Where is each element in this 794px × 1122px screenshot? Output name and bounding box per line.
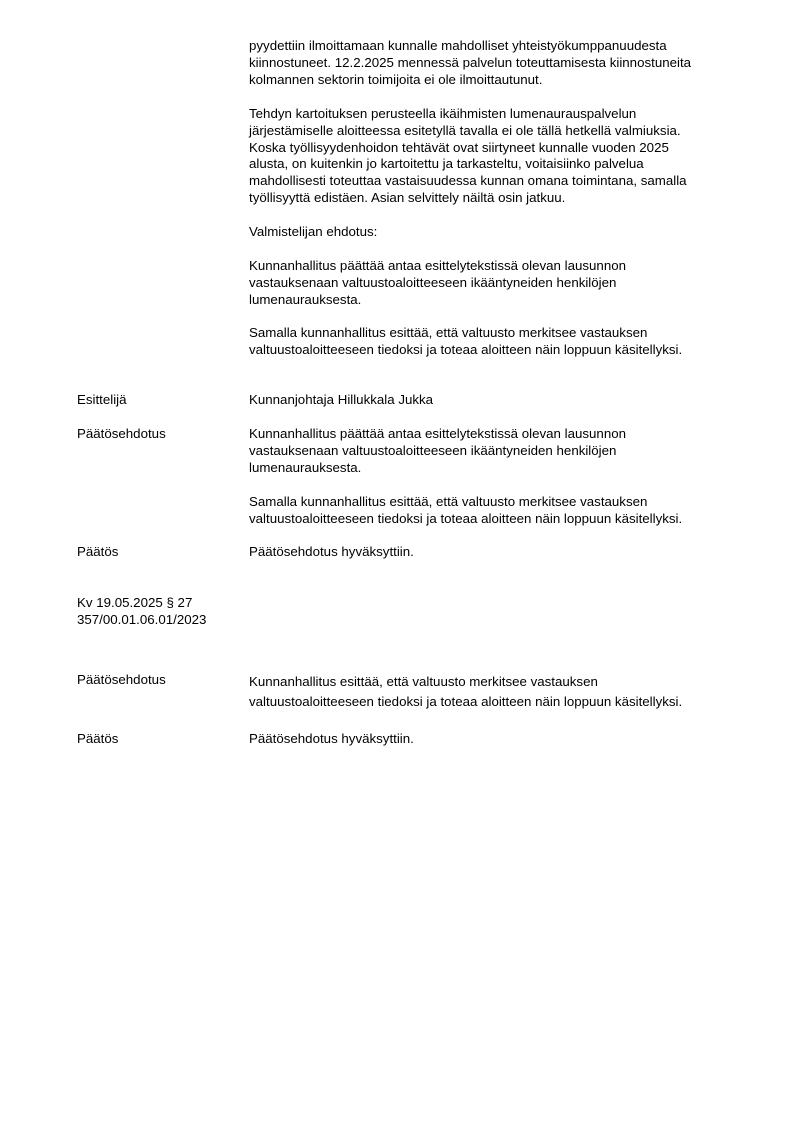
- presenter-label: Esittelijä: [77, 392, 127, 407]
- decision-value: Päätösehdotus hyväksyttiin.: [249, 544, 414, 559]
- intro-paragraph-2: [249, 106, 749, 207]
- text-line: Koska työllisyydenhoidon tehtävät ovat siirtyneet kunnalle vuoden 2025: [249, 139, 669, 155]
- text-line: lumenaurauksesta.: [249, 291, 362, 307]
- intro-paragraph-4: [249, 258, 749, 308]
- decision-proposal-paragraph-2: [249, 494, 749, 528]
- text-line: Tehdyn kartoituksen perusteella ikäihmisten lumenaurauspalvelun: [249, 106, 637, 121]
- decision-label: Päätös: [77, 731, 119, 746]
- decision-value: Päätösehdotus hyväksyttiin.: [249, 731, 414, 746]
- decision-label: Päätös: [77, 544, 119, 559]
- presenter-value: Kunnanjohtaja Hillukkala Jukka: [249, 392, 434, 407]
- text-line: kolmannen sektorin toimijoita ei ole ilmoittautunut.: [249, 71, 543, 87]
- text-line: Kunnanhallitus päättää antaa esittelytekstissä olevan lausunnon: [249, 258, 627, 273]
- decision-proposal-label: Päätösehdotus: [77, 672, 166, 687]
- text-line: alusta, on kuitenkin jo kartoitettu ja tarkasteltu, voitaisiinko palvelua: [249, 156, 644, 172]
- preparer-proposal-heading: [249, 224, 749, 241]
- text-line: kiinnostuneet. 12.2.2025 mennessä palvelun toteuttamisesta kiinnostuneita: [249, 54, 692, 70]
- text-line: työllisyyttä edistäen. Asian selvittely näiltä osin jatkuu.: [249, 189, 566, 205]
- intro-paragraph-5: [249, 325, 749, 359]
- text-line: Kunnanhallitus esittää, että valtuusto merkitsee vastauksen: [249, 674, 598, 689]
- intro-paragraph-1: [249, 38, 749, 88]
- text-line: valtuustoaloitteeseen tiedoksi ja toteaa aloitteen näin loppuun käsitellyksi.: [249, 510, 683, 526]
- text-line: Samalla kunnanhallitus esittää, että valtuusto merkitsee vastauksen: [249, 494, 648, 509]
- decision-proposal-label: Päätösehdotus: [77, 426, 166, 441]
- decision-proposal-paragraph-1: [249, 426, 749, 476]
- case-number: 357/00.01.06.01/2023: [77, 611, 207, 627]
- meeting-reference: Kv 19.05.2025 § 27: [77, 595, 193, 610]
- text-line: pyydettiin ilmoittamaan kunnalle mahdolliset yhteistyökumppanuudesta: [249, 38, 667, 53]
- text-line: Samalla kunnanhallitus esittää, että valtuusto merkitsee vastauksen: [249, 325, 648, 340]
- text-line: lumenaurauksesta.: [249, 459, 362, 475]
- text-line: mahdollisesti toteuttaa vastaisuudessa kunnan omana toimintana, samalla: [249, 173, 687, 189]
- text-line: valtuustoaloitteeseen tiedoksi ja toteaa aloitteen näin loppuun käsitellyksi.: [249, 693, 683, 709]
- text-line: vastauksenaan valtuustoaloitteeseen ikääntyneiden henkilöjen: [249, 442, 617, 458]
- text-line: järjestämiselle aloitteessa esitetyllä tavalla ei ole tällä hetkellä valmiuksia.: [249, 122, 681, 138]
- text-line: Valmistelijan ehdotus:: [249, 224, 378, 239]
- council-meeting-header: [77, 595, 206, 629]
- decision-proposal-paragraph: [249, 672, 749, 711]
- text-line: Kunnanhallitus päättää antaa esittelytekstissä olevan lausunnon: [249, 426, 627, 441]
- text-line: vastauksenaan valtuustoaloitteeseen ikääntyneiden henkilöjen: [249, 274, 617, 290]
- text-line: valtuustoaloitteeseen tiedoksi ja toteaa aloitteen näin loppuun käsitellyksi.: [249, 341, 683, 357]
